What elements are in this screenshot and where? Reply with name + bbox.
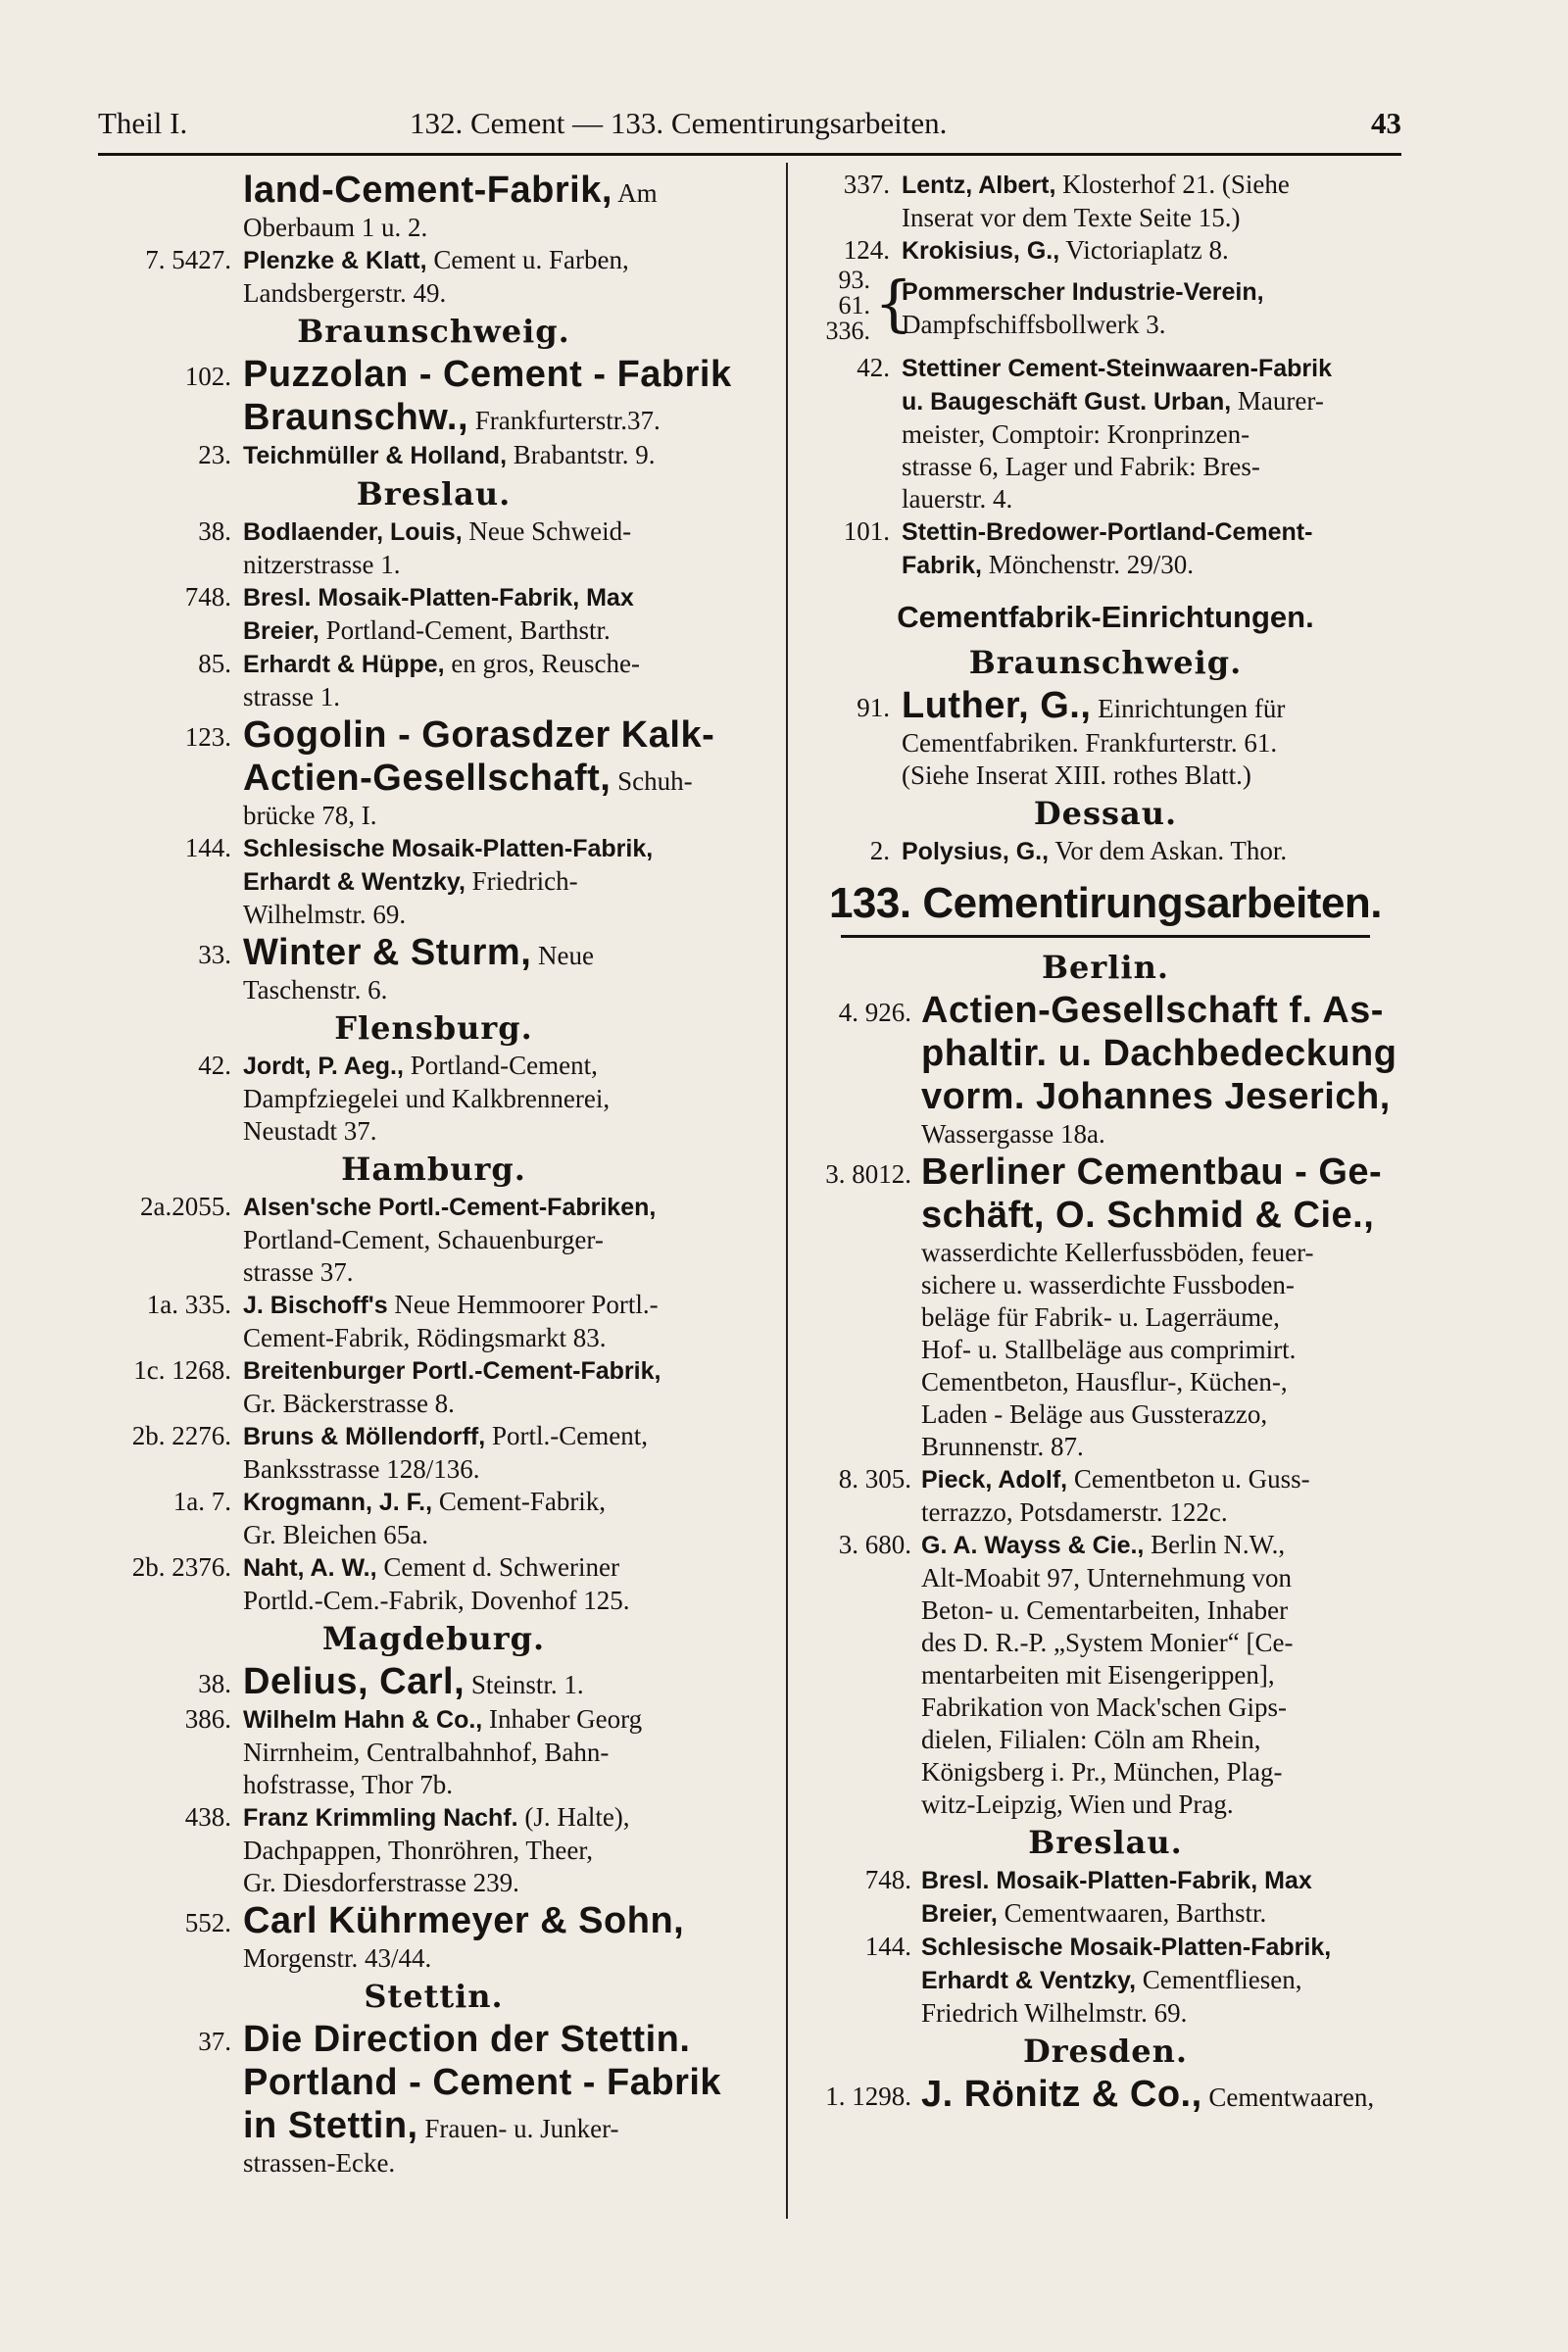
entry-detail: Berlin N.W., — [1144, 1530, 1286, 1559]
spacer — [802, 582, 1409, 594]
right-column — [802, 169, 1409, 2116]
entry-address: Neustadt 37. — [243, 1116, 377, 1146]
listing-entry — [98, 1899, 769, 1975]
entry-address: Landsbergerstr. 49. — [243, 278, 447, 308]
company-name: Lentz, Albert, — [902, 172, 1056, 199]
listing-entry — [802, 268, 1409, 352]
company-name-cont: vorm. Johannes Jeserich, — [921, 1076, 1391, 1117]
listing-entry — [98, 1486, 769, 1551]
entry-address: (Siehe Inserat XIII. rothes Blatt.) — [902, 760, 1251, 790]
entry-detail-line: Cementfabriken. Frankfurterstr. 61. — [902, 728, 1278, 758]
company-name: Schlesische Mosaik-Platten-Fabrik, — [921, 1934, 1332, 1961]
entry-number: 438. — [184, 1802, 231, 1832]
entry-address: Taschenstr. 6. — [243, 975, 388, 1004]
entry-detail-line: dielen, Filialen: Cöln am Rhein, — [921, 1725, 1261, 1754]
company-name: J. Rönitz & Co., — [921, 2074, 1202, 2115]
listing-entry — [802, 1151, 1409, 1463]
section-rule — [841, 935, 1370, 938]
company-name: Wilhelm Hahn & Co., — [243, 1706, 483, 1734]
entry-detail-line: des D. R.-P. „System Monier“ [Ce- — [921, 1628, 1294, 1657]
entry-detail: Portland-Cement, Barthstr. — [318, 615, 611, 645]
entry-number: 1a. 335. — [146, 1290, 231, 1319]
entry-detail-line: Königsberg i. Pr., München, Plag- — [921, 1757, 1283, 1787]
entry-number: 93. — [838, 266, 870, 294]
entry-detail: Victoriaplatz 8. — [1059, 235, 1229, 265]
listing-entry — [802, 234, 1409, 268]
entry-detail-line: Fabrikation von Mack'schen Gips- — [921, 1692, 1288, 1722]
company-name-cont: u. Baugeschäft Gust. Urban, — [902, 388, 1232, 416]
entry-address: Dampfschiffsbollwerk 3. — [902, 310, 1166, 339]
company-name: land-Cement-Fabrik, — [243, 170, 612, 211]
company-name: Die Direction der Stettin. — [243, 2019, 691, 2060]
listing-entry — [802, 1931, 1409, 2030]
listing-entry — [98, 244, 769, 310]
entry-detail-line: Cementbeton, Hausflur-, Küchen-, — [921, 1367, 1288, 1396]
page-number: 43 — [1371, 106, 1401, 140]
listing-entry — [98, 169, 769, 244]
entry-detail: Frauen- u. Junker- — [417, 2114, 619, 2143]
entry-address: Gr. Diesdorferstrasse 239. — [243, 1868, 519, 1897]
entry-detail: Neue Hemmoorer Portl.- — [387, 1290, 659, 1319]
entry-detail-line: Laden - Beläge aus Gussterazzo, — [921, 1399, 1268, 1429]
company-name: Stettin-Bredower-Portland-Cement- — [902, 518, 1313, 546]
company-name-cont: phaltir. u. Dachbedeckung — [921, 1033, 1397, 1074]
entry-number: 42. — [857, 353, 890, 382]
company-name: Polysius, G., — [902, 838, 1050, 865]
company-name: J. Bischoff's — [243, 1292, 388, 1319]
entry-number: 2. — [869, 836, 890, 865]
listing-entry — [98, 648, 769, 713]
column-divider — [786, 163, 788, 2219]
city-heading: Breslau. — [356, 475, 512, 513]
entry-address: Banksstrasse 128/136. — [243, 1454, 480, 1484]
company-name: Krogmann, J. F., — [243, 1489, 433, 1516]
entry-number: 8. 305. — [838, 1464, 911, 1494]
company-name-cont: in Stettin, — [243, 2105, 418, 2146]
company-name: Schlesische Mosaik-Platten-Fabrik, — [243, 835, 654, 862]
company-name-cont: Portland - Cement - Fabrik — [243, 2062, 722, 2103]
entry-detail: Cement d. Schweriner — [376, 1552, 620, 1582]
company-name: Breitenburger Portl.-Cement-Fabrik, — [243, 1357, 662, 1385]
company-name: Erhardt & Hüppe, — [243, 651, 445, 678]
entry-address: strasse 37. — [243, 1257, 354, 1287]
entry-detail-line: Portland-Cement, Schauenburger- — [243, 1225, 604, 1254]
company-name: Delius, Carl, — [243, 1661, 466, 1702]
listing-entry — [98, 931, 769, 1006]
company-name: Puzzolan - Cement - Fabrik — [243, 354, 732, 395]
entry-address: Gr. Bleichen 65a. — [243, 1520, 428, 1549]
entry-address: Inserat vor dem Texte Seite 15.) — [902, 203, 1241, 232]
entry-detail: Mönchenstr. 29/30. — [981, 550, 1194, 579]
entry-detail-line: strasse 6, Lager und Fabrik: Bres- — [902, 452, 1260, 481]
listing-entry — [802, 1463, 1409, 1529]
company-name: Alsen'sche Portl.-Cement-Fabriken, — [243, 1194, 657, 1221]
entry-number: 1a. 7. — [172, 1487, 231, 1516]
entry-address: strasse 1. — [243, 682, 340, 711]
listing-entry — [98, 1050, 769, 1148]
entry-detail: Neue Schweid- — [462, 516, 632, 546]
header-rule — [98, 153, 1401, 156]
entry-address: terrazzo, Potsdamerstr. 122c. — [921, 1497, 1228, 1527]
entry-number-stack — [802, 268, 870, 344]
company-name: Bresl. Mosaik-Platten-Fabrik, Max — [243, 584, 634, 612]
listing-entry — [802, 684, 1409, 792]
listing-entry — [98, 713, 769, 832]
entry-detail: Friedrich- — [465, 866, 578, 896]
entry-number: 102. — [184, 362, 231, 391]
listing-entry — [98, 1354, 769, 1420]
entry-detail: (J. Halte), — [517, 1802, 630, 1832]
entry-address: Morgenstr. 43/44. — [243, 1943, 432, 1973]
listing-entry — [802, 515, 1409, 582]
entry-detail-line: Alt-Moabit 97, Unternehmung von — [921, 1563, 1292, 1592]
listing-entry — [98, 581, 769, 648]
section-title: 133. Cementirungsarbeiten. — [828, 879, 1383, 927]
entry-number: 61. — [838, 291, 870, 319]
entry-detail: Cementwaaren, — [1201, 2082, 1375, 2112]
entry-detail: Am — [612, 178, 658, 208]
listing-entry — [802, 352, 1409, 515]
company-name-cont: schäft, O. Schmid & Cie., — [921, 1195, 1375, 1236]
entry-number: 124. — [843, 235, 890, 265]
company-name: Stettiner Cement-Steinwaaren-Fabrik — [902, 355, 1332, 382]
listing-entry — [98, 1289, 769, 1354]
city-heading: Braunschweig. — [968, 644, 1243, 681]
company-name: Luther, G., — [902, 685, 1092, 726]
company-name-cont: Erhardt & Wentzky, — [243, 868, 466, 896]
listing-entry — [802, 835, 1409, 868]
company-name: Bodlaender, Louis, — [243, 518, 463, 546]
entry-address: Friedrich Wilhelmstr. 69. — [921, 1998, 1188, 2028]
entry-address: brücke 78, I. — [243, 801, 377, 830]
city-heading: Berlin. — [1042, 949, 1169, 986]
company-name: Gogolin - Gorasdzer Kalk- — [243, 714, 715, 756]
entry-detail: Cement-Fabrik, — [432, 1487, 607, 1516]
entry-detail: Maurer- — [1231, 386, 1324, 416]
entry-number: 2b. 2376. — [131, 1552, 231, 1582]
city-heading: Hamburg. — [341, 1151, 526, 1188]
entry-detail: Einrichtungen für — [1091, 694, 1286, 723]
listing-entry — [98, 1660, 769, 1703]
city-heading: Dresden. — [1022, 2033, 1189, 2070]
company-name: Plenzke & Klatt, — [243, 247, 427, 274]
listing-entry — [98, 1551, 769, 1617]
city-heading: Magdeburg. — [321, 1620, 546, 1657]
entry-number: 38. — [198, 1669, 231, 1698]
entry-number: 748. — [184, 582, 231, 612]
entry-address: Cement-Fabrik, Rödingsmarkt 83. — [243, 1323, 607, 1352]
entry-number: 7. 5427. — [145, 245, 231, 274]
entry-address: Gr. Bäckerstrasse 8. — [243, 1389, 455, 1418]
company-name: G. A. Wayss & Cie., — [921, 1532, 1145, 1559]
entry-number: 2b. 2276. — [131, 1421, 231, 1450]
company-name: Berliner Cementbau - Ge- — [921, 1152, 1383, 1193]
entry-number: 2a.2055. — [140, 1192, 231, 1221]
entry-number: 42. — [198, 1051, 231, 1080]
entry-address: nitzerstrasse 1. — [243, 550, 401, 579]
header-title: 132. Cement — 133. Cementirungsarbeiten. — [410, 106, 948, 140]
listing-entry — [98, 1420, 769, 1486]
entry-detail: Neue — [531, 941, 594, 970]
company-name: Krokisius, G., — [902, 237, 1060, 265]
entry-number: 3. 8012. — [825, 1159, 911, 1189]
city-heading: Breslau. — [1028, 1824, 1183, 1861]
page-header — [98, 106, 1401, 149]
entry-detail-line: Hof- u. Stallbeläge aus comprimirt. — [921, 1335, 1297, 1364]
entry-detail: Cementbeton u. Guss- — [1067, 1464, 1310, 1494]
entry-detail-line: wasserdichte Kellerfussböden, feuer- — [921, 1238, 1314, 1267]
entry-number: 144. — [864, 1932, 911, 1961]
company-name-cont: Actien-Gesellschaft, — [243, 758, 612, 799]
entry-detail: Portland-Cement, — [403, 1051, 598, 1080]
entry-detail: Klosterhof 21. (Siehe — [1055, 170, 1290, 199]
listing-entry — [98, 353, 769, 439]
entry-number: 144. — [184, 833, 231, 862]
entry-detail-line: Dachpappen, Thonröhren, Theer, — [243, 1836, 594, 1865]
company-name-cont: Braunschw., — [243, 397, 469, 438]
listing-entry — [802, 1529, 1409, 1821]
listing-entry — [98, 1801, 769, 1899]
entry-detail: Inhaber Georg — [482, 1704, 643, 1734]
listing-entry — [98, 1191, 769, 1289]
entry-address: Brunnenstr. 87. — [921, 1432, 1084, 1461]
entry-detail: Cementwaaren, Barthstr. — [997, 1898, 1267, 1928]
entry-number: 386. — [184, 1704, 231, 1734]
category-heading: Cementfabrik-Einrichtungen. — [897, 600, 1314, 634]
company-name: Carl Kührmeyer & Sohn, — [243, 1900, 685, 1941]
company-name-cont: Breier, — [243, 617, 319, 645]
listing-entry — [802, 169, 1409, 234]
company-name: Pieck, Adolf, — [921, 1466, 1068, 1494]
listing-entry — [98, 832, 769, 931]
listing-entry — [98, 515, 769, 581]
company-name: Bruns & Möllendorff, — [243, 1423, 486, 1450]
entry-address: Wilhelmstr. 69. — [243, 900, 407, 929]
company-name: Winter & Sturm, — [243, 932, 532, 973]
company-name-cont: Breier, — [921, 1900, 998, 1928]
listing-entry — [802, 2073, 1409, 2116]
entry-number: 1c. 1268. — [133, 1355, 231, 1385]
entry-detail: Vor dem Askan. Thor. — [1049, 836, 1288, 865]
company-name-cont: Erhardt & Ventzky, — [921, 1967, 1137, 1994]
entry-number: 33. — [198, 940, 231, 969]
company-name: Naht, A. W., — [243, 1554, 377, 1582]
entry-detail-line: Dampfziegelei und Kalkbrennerei, — [243, 1084, 611, 1113]
entry-detail-line: mentarbeiten mit Eisengerippen], — [921, 1660, 1275, 1690]
entry-detail-line: sichere u. wasserdichte Fussboden- — [921, 1270, 1295, 1299]
entry-detail: en gros, Reusche- — [444, 649, 641, 678]
entry-detail-line: beläge für Fabrik- u. Lagerräume, — [921, 1302, 1280, 1332]
entry-detail-line: Nirrnheim, Centralbahnhof, Bahn- — [243, 1738, 610, 1767]
entry-number: 85. — [198, 649, 231, 678]
entry-address: witz-Leipzig, Wien und Prag. — [921, 1789, 1234, 1819]
company-name: Teichmüller & Holland, — [243, 442, 508, 469]
listing-entry — [802, 989, 1409, 1151]
entry-detail: Frankfurterstr.37. — [468, 406, 661, 435]
listing-entry — [98, 1703, 769, 1801]
entry-detail: Schuh- — [611, 766, 693, 796]
listing-entry — [98, 439, 769, 472]
header-part: Theil I. — [98, 106, 188, 140]
city-heading: Dessau. — [1033, 795, 1178, 832]
entry-number: 23. — [198, 440, 231, 469]
entry-number: 337. — [843, 170, 890, 199]
company-name: Bresl. Mosaik-Platten-Fabrik, Max — [921, 1867, 1312, 1894]
entry-address: Portld.-Cem.-Fabrik, Dovenhof 125. — [243, 1586, 630, 1615]
city-heading: Flensburg. — [334, 1009, 533, 1047]
entry-address: Wassergasse 18a. — [921, 1119, 1105, 1149]
entry-detail: Cementfliesen, — [1136, 1965, 1302, 1994]
entry-address: hofstrasse, Thor 7b. — [243, 1770, 453, 1799]
entry-detail: Portl.-Cement, — [485, 1421, 648, 1450]
entry-detail: Brabantstr. 9. — [507, 440, 656, 469]
entry-number: 37. — [198, 2027, 231, 2056]
entry-number: 91. — [857, 693, 890, 722]
listing-entry — [98, 2018, 769, 2180]
listing-entry — [802, 1864, 1409, 1931]
entry-address: Oberbaum 1 u. 2. — [243, 213, 428, 242]
entry-number: 1. 1298. — [825, 2082, 911, 2111]
left-column — [98, 169, 769, 2180]
entry-detail-line: meister, Comptoir: Kronprinzen- — [902, 419, 1250, 449]
entry-number: 101. — [843, 516, 890, 546]
brace-icon: { — [874, 268, 913, 339]
entry-detail: Steinstr. 1. — [465, 1670, 584, 1699]
entry-address: lauerstr. 4. — [902, 484, 1013, 514]
city-heading: Braunschweig. — [297, 313, 570, 350]
company-name: Jordt, P. Aeg., — [243, 1053, 404, 1080]
city-heading: Stettin. — [364, 1978, 504, 2015]
company-name: Franz Krimmling Nachf. — [243, 1804, 518, 1832]
entry-address: strassen-Ecke. — [243, 2148, 396, 2178]
entry-number: 552. — [184, 1908, 231, 1937]
entry-detail-line: Beton- u. Cementarbeiten, Inhaber — [921, 1595, 1289, 1625]
entry-number: 123. — [184, 722, 231, 752]
company-name-cont: Fabrik, — [902, 552, 982, 579]
entry-number: 38. — [198, 516, 231, 546]
company-name: Actien-Gesellschaft f. As- — [921, 990, 1384, 1031]
entry-number: 3. 680. — [838, 1530, 911, 1559]
entry-detail: Cement u. Farben, — [426, 245, 629, 274]
entry-number: 748. — [864, 1865, 911, 1894]
company-name: Pommerscher Industrie-Verein, — [902, 278, 1264, 306]
entry-number: 336. — [825, 317, 870, 345]
entry-number: 4. 926. — [838, 998, 911, 1027]
